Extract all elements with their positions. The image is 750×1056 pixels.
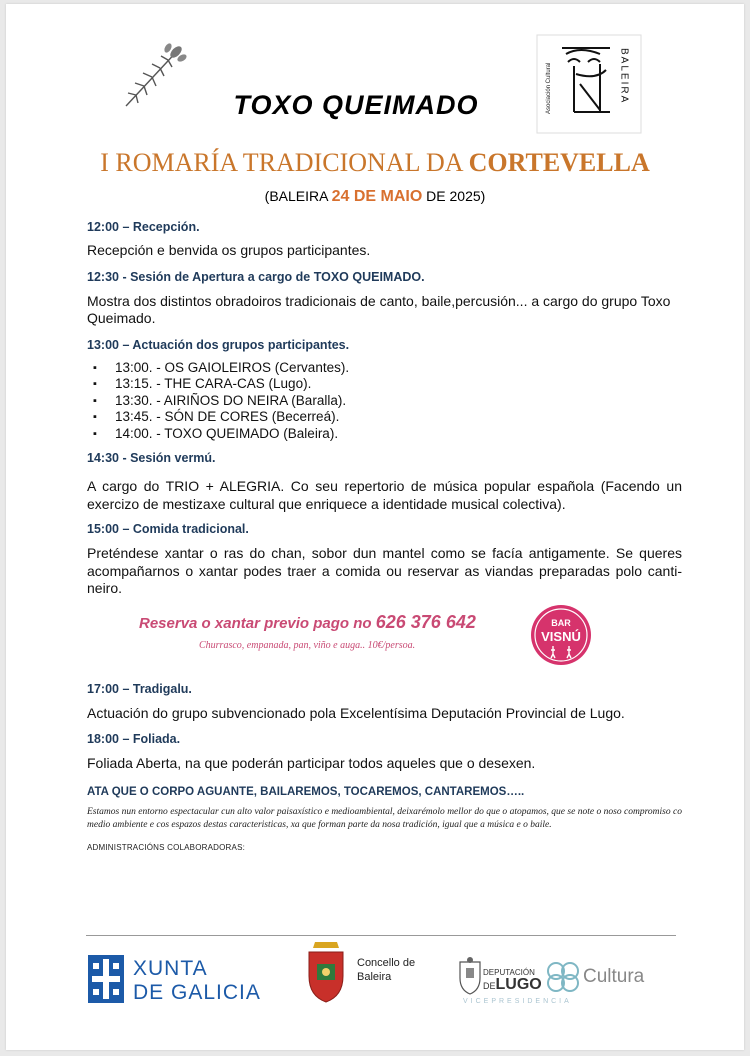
heading-vermu: 14:30 - Sesión vermú.	[87, 451, 216, 465]
page-title: TOXO QUEIMADO	[233, 90, 479, 120]
menu-text: Churrasco, empanada, pan, viño e auga.. 10€/persoa.	[199, 639, 416, 651]
event-date	[0, 188, 750, 206]
footer-divider	[86, 935, 676, 936]
bar-visnu-logo	[530, 604, 592, 666]
event-title	[0, 148, 750, 178]
list-item: ▪ 13:00. - OS GAIOLEIROS (Cervantes).	[115, 360, 682, 377]
list-item: ▪ 13:45. - SÓN DE CORES (Becerreá).	[115, 409, 682, 426]
text-vermu: A cargo do TRIO + ALEGRIA. Co seu repertorio de música popular española (Facendo un exercizo de mestizaxe cultural que enriquece a identidade musical colectiva).	[87, 478, 682, 512]
environment-note: Estamos nun entorno espectacular cun alto valor paisaxístico e medioambiental, deixarémolo mellor do que o atopamos, que se note o noso compromiso co medio ambiente e cos espazos destas caracteristicas, xa que forman parte da nosa tradición, igual que a música e o baile.	[87, 806, 682, 830]
lugo-de: DE	[483, 981, 496, 991]
list-item: ▪ 13:15. - THE CARA-CAS (Lugo).	[115, 376, 682, 393]
lugo-deputacion-text: DEPUTACIÓN	[483, 968, 535, 977]
reservation-line	[139, 612, 476, 633]
concello-shield-icon	[303, 938, 349, 1004]
lugo-name	[483, 976, 542, 994]
heading-apertura: 12:30 - Sesión de Apertura a cargo de TOXO QUEIMADO.	[87, 269, 425, 284]
reservation-block	[87, 604, 682, 680]
date-prefix: (BALEIRA	[264, 188, 332, 204]
concello-logo	[303, 938, 433, 1008]
badge-line1: BAR	[551, 617, 571, 628]
xunta-emblem-icon	[88, 955, 124, 1003]
text-foliada: Foliada Aberta, na que poderán participar todos aqueles que o desexen.	[87, 755, 536, 771]
event-title-prefix: I ROMARÍA TRADICIONAL DA	[100, 148, 469, 177]
heading-actuacion: 13:00 – Actuación dos grupos participantes.	[87, 337, 350, 352]
admin-label: ADMINISTRACIÓNS COLABORADORAS:	[87, 842, 246, 852]
heading-tradigalu: 17:00 – Tradigalu.	[87, 681, 192, 696]
reservation-phone: 626 376 642	[375, 611, 476, 632]
cultura-text: Cultura	[583, 966, 645, 987]
badge-line2: VISNÚ	[541, 628, 581, 644]
heading-foliada: 18:00 – Foliada.	[87, 732, 181, 746]
xunta-logo	[88, 955, 268, 1007]
association-small-text: Asociación Cultural	[546, 62, 552, 114]
concello-line1: Concello de	[357, 957, 416, 969]
cultura-rings-icon	[545, 960, 581, 994]
date-highlight: 24 DE MAIO	[331, 188, 423, 205]
association-name: BALEIRA	[618, 48, 630, 105]
text-apertura: Mostra dos distintos obradoiros tradicionais de canto, baile,percusión... a cargo do grupo Toxo Queimado.	[87, 292, 671, 326]
xunta-line1: XUNTA	[133, 957, 208, 980]
text-tradigalu: Actuación do grupo subvencionado pola Excelentísima Deputación Provincial de Lugo.	[87, 704, 625, 721]
event-title-place: CORTEVELLA	[468, 148, 650, 177]
concello-line2: Baleira	[357, 971, 392, 983]
xunta-line2: DE GALICIA	[133, 981, 261, 1004]
text-comida: Preténdese xantar o ras do chan, sobor dun mantel como se facía antigamente. Se queres acompañarnos o xantar podes traer a comida ou reservar as viandas preparadas polo canti-neiro.	[87, 545, 682, 596]
heading-comida: 15:00 – Comida tradicional.	[87, 522, 249, 536]
groups-list	[87, 360, 682, 443]
text-recepcion: Recepción e benvida os grupos participantes.	[87, 242, 371, 258]
program-content	[87, 216, 682, 852]
vicepresidencia-text: VICEPRESIDENCIA	[463, 998, 572, 1005]
reservation-label: Reserva o xantar previo pago no	[139, 614, 376, 632]
xunta-text	[133, 957, 261, 1005]
slogan: ATA QUE O CORPO AGUANTE, BAILAREMOS, TOCAREMOS, CANTAREMOS…..	[87, 785, 525, 798]
deputacion-lugo-logo	[455, 950, 665, 1010]
concello-text	[357, 956, 415, 984]
date-suffix: DE 2025)	[422, 188, 486, 204]
lugo-name-text: LUGO	[495, 976, 542, 993]
list-item: ▪ 14:00. - TOXO QUEIMADO (Baleira).	[115, 426, 682, 443]
list-item: ▪ 13:30. - AIRIÑOS DO NEIRA (Baralla).	[115, 393, 682, 410]
lugo-shield-icon	[457, 956, 483, 996]
heading-recepcion: 12:00 – Recepción.	[87, 220, 200, 234]
